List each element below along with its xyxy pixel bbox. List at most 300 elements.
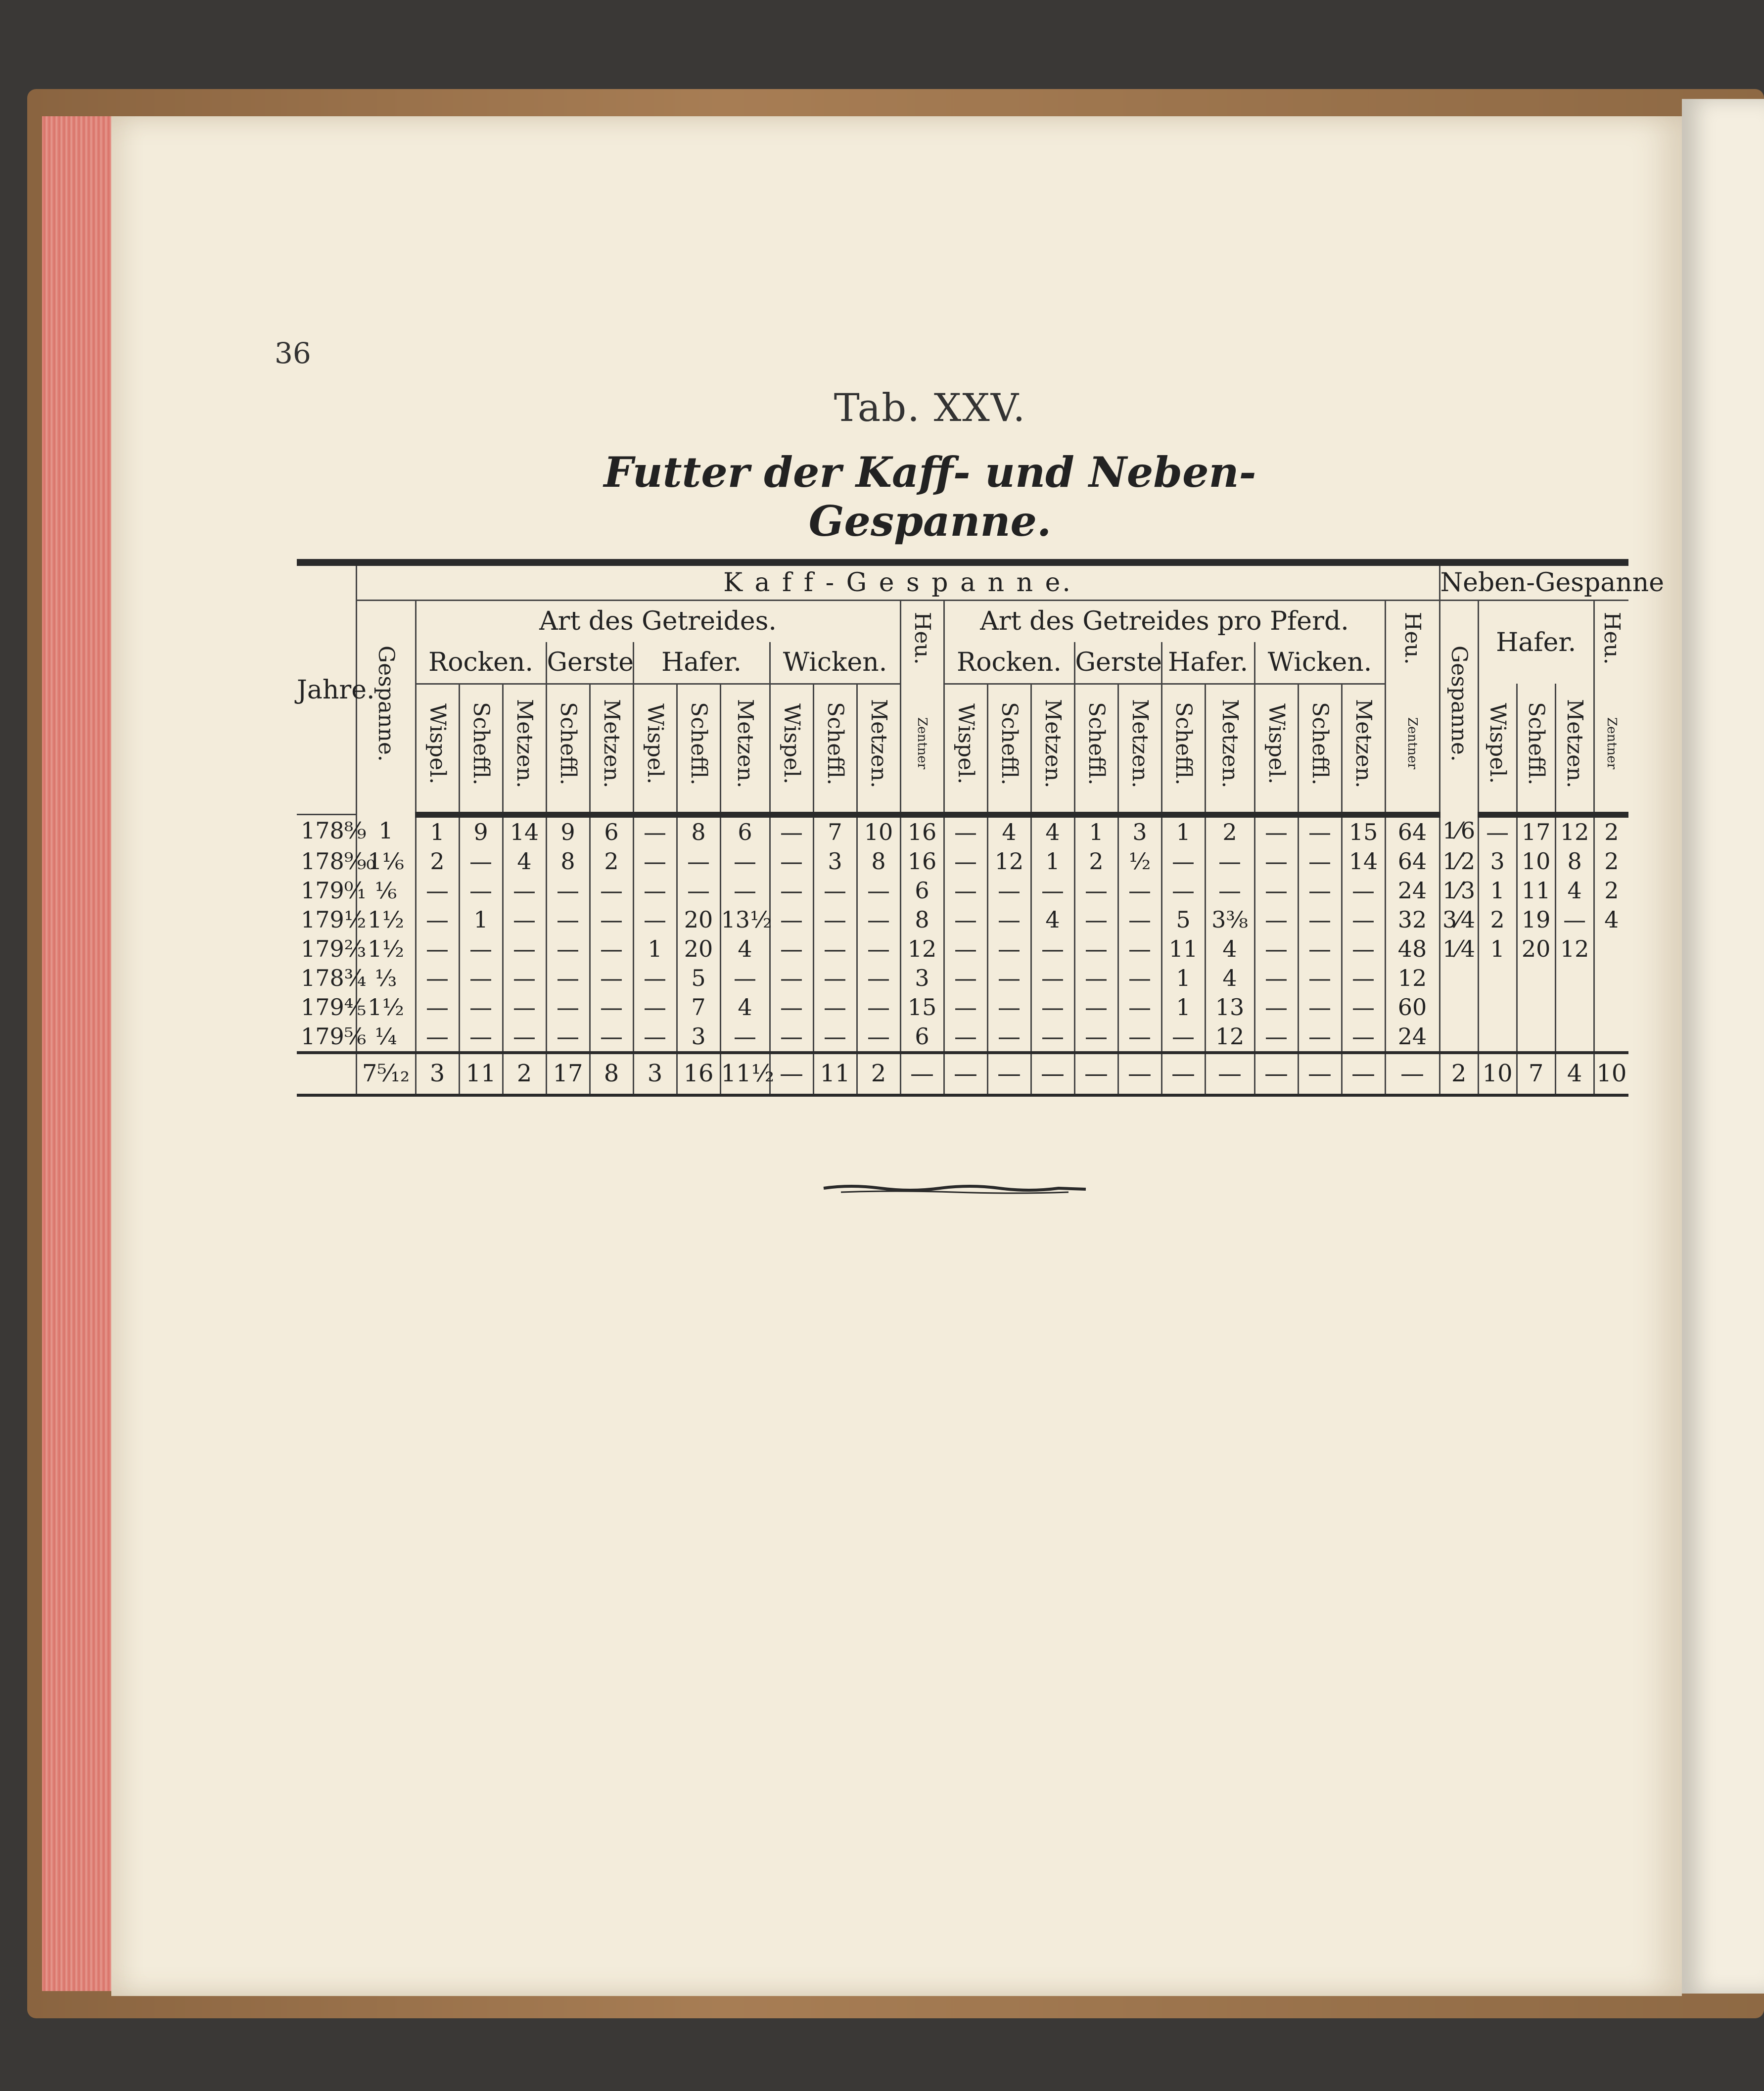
value-cell: 24 [1385,876,1439,905]
sum-cell: — [1074,1053,1118,1095]
value-cell: 8 [677,815,720,847]
value-cell: — [1298,1022,1342,1053]
value-cell: — [944,815,987,847]
value-cell: — [770,815,813,847]
h-scheffl: Scheffl. [546,684,590,815]
h-zentner: Zentner [1594,684,1628,815]
sum-cell: — [1342,1053,1385,1095]
value-cell: — [1254,934,1298,964]
value-cell [1517,964,1555,993]
col-neben-gespanne: Gespanne. [1439,601,1478,815]
value-cell: — [590,905,633,934]
value-cell: 64 [1385,847,1439,876]
year-cell: 179⁵⁄₆ [301,1022,367,1050]
value-cell: — [677,847,720,876]
value-cell: — [1074,876,1118,905]
table-body [297,815,1628,1095]
value-cell: — [590,876,633,905]
h-metzen: Metzen. [857,684,900,815]
value-cell: — [416,905,459,934]
value-cell: — [1031,876,1074,905]
sum-cell: — [1118,1053,1161,1095]
value-cell: — [1031,1022,1074,1053]
value-cell: 7 [813,815,857,847]
value-cell: 14 [503,815,546,847]
value-cell: 60 [1385,993,1439,1022]
value-cell: — [546,876,590,905]
value-cell: — [633,905,677,934]
h-scheffl: Scheffl. [1298,684,1342,815]
value-cell: — [857,1022,900,1053]
value-cell: — [633,1022,677,1053]
value-cell: — [503,876,546,905]
value-cell: 2 [1478,905,1517,934]
value-cell: — [1254,1022,1298,1053]
value-cell: — [416,1022,459,1053]
sum-cell: 2 [503,1053,546,1095]
value-cell: 2 [1594,876,1628,905]
value-cell: — [1118,934,1161,964]
sum-cell: 11 [813,1053,857,1095]
h-metzen: Metzen. [1205,684,1254,815]
value-cell: — [416,964,459,993]
sum-cell: 17 [546,1053,590,1095]
value-cell: 3 [1478,847,1517,876]
value-cell: 6 [720,815,770,847]
col-gespanne: Gespanne. [356,601,416,815]
value-cell: 15 [900,993,944,1022]
sum-cell: — [987,1053,1031,1095]
value-cell: — [1161,876,1205,905]
value-cell: — [1205,847,1254,876]
value-cell: 4 [503,847,546,876]
value-cell: 1 [1161,815,1205,847]
h-scheffl: Scheffl. [459,684,503,815]
value-cell: — [1205,876,1254,905]
value-cell: — [813,1022,857,1053]
value-cell: — [1342,934,1385,964]
sum-cell [297,1053,356,1095]
value-cell: — [677,876,720,905]
value-cell: 16 [900,847,944,876]
page-number: 36 [275,336,311,370]
value-cell: — [1342,964,1385,993]
value-cell: — [1074,1022,1118,1053]
value-cell: 4 [1031,815,1074,847]
value-cell: 2 [1205,815,1254,847]
value-cell: — [459,993,503,1022]
value-cell [1478,1022,1517,1053]
value-cell: — [1254,964,1298,993]
value-cell: — [1074,964,1118,993]
value-cell: — [1298,815,1342,847]
year-cell: 178⁹⁄₉₀ [301,847,375,875]
value-cell: — [590,934,633,964]
value-cell: 4 [1205,964,1254,993]
value-cell: 3 [900,964,944,993]
value-cell: — [1555,905,1594,934]
value-cell: 1⅙ [356,847,416,876]
sum-cell: — [1205,1053,1254,1095]
sum-cell: 2 [857,1053,900,1095]
sum-cell: — [944,1053,987,1095]
facing-page [1682,99,1764,1994]
table-row [297,934,1628,964]
h-scheffl: Scheffl. [677,684,720,815]
sum-cell: — [1031,1053,1074,1095]
year-cell: 179²⁄₃ [301,935,367,962]
sum-cell: 7⁵⁄₁₂ [356,1053,416,1095]
sum-cell: — [1161,1053,1205,1095]
value-cell: — [1342,1022,1385,1053]
value-cell: 12 [987,847,1031,876]
hafer-pferd-group: Hafer. [1161,642,1254,684]
value-cell: 13 [1205,993,1254,1022]
value-cell: — [857,876,900,905]
h-metzen: Metzen. [1555,684,1594,815]
value-cell: — [857,993,900,1022]
value-cell: 14 [1342,847,1385,876]
value-cell: 1 [1478,934,1517,964]
value-cell: — [770,934,813,964]
value-cell: 9 [459,815,503,847]
value-cell: 48 [1385,934,1439,964]
value-cell: — [944,847,987,876]
value-cell: ½ [1118,847,1161,876]
sum-cell: 4 [1555,1053,1594,1095]
table-row [297,964,1628,993]
value-cell: — [633,847,677,876]
value-cell: — [813,964,857,993]
sum-cell: 8 [590,1053,633,1095]
h-metzen: Metzen. [1118,684,1161,815]
value-cell: 3 [677,1022,720,1053]
value-cell: — [944,993,987,1022]
col-neben-heu: Heu. [1594,601,1628,684]
value-cell [1478,964,1517,993]
wicken-group: Wicken. [770,642,900,684]
value-cell: 8 [900,905,944,934]
value-cell [1594,1022,1628,1053]
value-cell: 1⁄6 [1439,815,1478,847]
value-cell: — [590,964,633,993]
value-cell: 9 [546,815,590,847]
value-cell: — [1031,993,1074,1022]
wicken-pferd-group: Wicken. [1254,642,1385,684]
col-heu-pferd: Heu. [1385,601,1439,684]
value-cell: — [1478,815,1517,847]
value-cell: — [503,934,546,964]
h-metzen: Metzen. [720,684,770,815]
value-cell: — [1254,815,1298,847]
table-row [297,815,1628,847]
feed-table [297,559,1665,1097]
value-cell: — [633,993,677,1022]
value-cell: 8 [546,847,590,876]
value-cell [1594,993,1628,1022]
value-cell: — [1074,934,1118,964]
value-cell: — [720,1022,770,1053]
value-cell: 2 [590,847,633,876]
value-cell: — [590,1022,633,1053]
value-cell: 64 [1385,815,1439,847]
value-cell: 4 [987,815,1031,847]
value-cell: 16 [900,815,944,847]
value-cell: 6 [900,1022,944,1053]
value-cell: — [459,964,503,993]
value-cell: — [1298,847,1342,876]
page-edges [42,116,116,1991]
value-cell: 12 [900,934,944,964]
value-cell: — [1254,993,1298,1022]
value-cell: — [503,964,546,993]
value-cell: — [987,934,1031,964]
value-cell: — [770,964,813,993]
value-cell: — [1118,905,1161,934]
value-cell: — [546,905,590,934]
sum-cell: 11½ [720,1053,770,1095]
value-cell: — [987,993,1031,1022]
value-cell: 5 [1161,905,1205,934]
value-cell: — [1161,847,1205,876]
value-cell: 12 [1205,1022,1254,1053]
h-wispel: Wispel. [1478,684,1517,815]
value-cell: — [813,934,857,964]
h-metzen: Metzen. [503,684,546,815]
sum-cell: 11 [459,1053,503,1095]
value-cell: — [1161,1022,1205,1053]
value-cell: — [546,1022,590,1053]
h-scheffl: Scheffl. [1074,684,1118,815]
table-title: Futter der Kaff- und Neben-Gespanne. [603,448,1256,546]
value-cell [1478,993,1517,1022]
value-cell: — [857,964,900,993]
value-cell: — [1074,905,1118,934]
sum-cell: — [1298,1053,1342,1095]
value-cell [1555,1022,1594,1053]
value-cell: 2 [1594,847,1628,876]
sum-cell: — [1385,1053,1439,1095]
value-cell: 13½ [720,905,770,934]
value-cell: — [770,905,813,934]
value-cell: — [770,847,813,876]
value-cell: 1 [633,934,677,964]
table-label: Tab. XXV. [834,386,1026,430]
h-wispel: Wispel. [944,684,987,815]
value-cell: 17 [1517,815,1555,847]
value-cell: — [1298,905,1342,934]
value-cell: 4 [720,993,770,1022]
value-cell: 12 [1385,964,1439,993]
value-cell [1439,1022,1478,1053]
value-cell: — [1342,905,1385,934]
value-cell: 1 [416,815,459,847]
art-des-getreides-pro-pferd: Art des Getreides pro Pferd. [944,601,1385,642]
value-cell: — [944,964,987,993]
value-cell: 1 [1478,876,1517,905]
value-cell: 6 [900,876,944,905]
value-cell: ⅓ [356,964,416,993]
value-cell [1517,993,1555,1022]
value-cell: 1½ [356,934,416,964]
value-cell: — [1254,905,1298,934]
year-cell: 178³⁄₄ [301,964,367,991]
value-cell: 1⁄2 [1439,847,1478,876]
value-cell: — [459,876,503,905]
value-cell: — [857,905,900,934]
value-cell [1439,964,1478,993]
value-cell: — [1118,1022,1161,1053]
value-cell: — [1342,876,1385,905]
value-cell: — [546,993,590,1022]
value-cell: — [633,876,677,905]
value-cell: — [503,993,546,1022]
table-row [297,847,1628,876]
value-cell: 12 [1555,815,1594,847]
value-cell: 32 [1385,905,1439,934]
value-cell: — [813,993,857,1022]
value-cell: 1½ [356,905,416,934]
value-cell: — [987,964,1031,993]
value-cell: 20 [677,905,720,934]
value-cell: — [633,964,677,993]
value-cell: — [459,1022,503,1053]
value-cell: 1 [356,815,416,847]
rocken-pferd-group: Rocken. [944,642,1074,684]
sum-cell: 2 [1439,1053,1478,1095]
value-cell: 11 [1517,876,1555,905]
year-cell: 179¹⁄₂ [301,906,367,933]
value-cell: 1½ [356,993,416,1022]
value-cell: — [416,876,459,905]
art-des-getreides: Art des Getreides. [416,601,900,642]
h-wispel: Wispel. [1254,684,1298,815]
value-cell: 3 [1118,815,1161,847]
value-cell: 8 [1555,847,1594,876]
value-cell: 1⁄3 [1439,876,1478,905]
value-cell: — [813,905,857,934]
value-cell: — [546,934,590,964]
value-cell: 10 [857,815,900,847]
value-cell: 4 [720,934,770,964]
value-cell: — [1298,993,1342,1022]
value-cell: 7 [677,993,720,1022]
value-cell: — [1298,876,1342,905]
sum-cell: — [770,1053,813,1095]
value-cell: — [633,815,677,847]
value-cell: — [720,876,770,905]
h-scheffl: Scheffl. [1161,684,1205,815]
sum-cell: 10 [1478,1053,1517,1095]
h-wispel: Wispel. [633,684,677,815]
sum-row [297,1053,1628,1095]
h-metzen: Metzen. [1342,684,1385,815]
value-cell: 2 [416,847,459,876]
value-cell [1555,993,1594,1022]
value-cell: — [546,964,590,993]
value-cell: — [459,934,503,964]
value-cell: — [1342,993,1385,1022]
value-cell: 24 [1385,1022,1439,1053]
value-cell: — [459,847,503,876]
table-row [297,993,1628,1022]
value-cell: 19 [1517,905,1555,934]
value-cell: 8 [857,847,900,876]
h-metzen: Metzen. [1031,684,1074,815]
gerste-pferd-group: Gerste [1074,642,1161,684]
value-cell: 4 [1594,905,1628,934]
value-cell: — [770,1022,813,1053]
value-cell: — [944,934,987,964]
value-cell: — [857,934,900,964]
table-row [297,876,1628,905]
h-scheffl: Scheffl. [813,684,857,815]
value-cell: — [1118,964,1161,993]
neben-gespanne-group: Neben-Gespanne [1439,562,1628,601]
h-zentner: Zentner [900,684,944,815]
value-cell: 3⁄4 [1439,905,1478,934]
value-cell [1555,964,1594,993]
value-cell: 5 [677,964,720,993]
sum-cell: 7 [1517,1053,1555,1095]
sum-cell: — [900,1053,944,1095]
rocken-group: Rocken. [416,642,546,684]
sum-cell: — [1254,1053,1298,1095]
value-cell: 1 [459,905,503,934]
value-cell: 3 [813,847,857,876]
value-cell: 6 [590,815,633,847]
value-cell: 1 [1161,964,1205,993]
value-cell: — [813,876,857,905]
kaff-gespanne-group: K a f f - G e s p a n n e. [356,562,1439,601]
value-cell: 3⅜ [1205,905,1254,934]
divider-ornament [821,1182,1088,1197]
col-year: Jahre. [297,562,356,815]
sum-cell: 10 [1594,1053,1628,1095]
value-cell: — [944,876,987,905]
value-cell: 1 [1161,993,1205,1022]
value-cell: 15 [1342,815,1385,847]
value-cell: — [944,905,987,934]
value-cell: 1⁄4 [1439,934,1478,964]
value-cell: 1 [1074,815,1118,847]
value-cell [1594,934,1628,964]
value-cell: — [1254,847,1298,876]
value-cell: — [944,1022,987,1053]
h-metzen: Metzen. [590,684,633,815]
year-cell: 179⁰⁄₁ [301,877,367,904]
value-cell: — [987,1022,1031,1053]
sum-cell: 16 [677,1053,720,1095]
value-cell [1439,993,1478,1022]
value-cell: — [770,876,813,905]
value-cell: ⅙ [356,876,416,905]
neben-hafer: Hafer. [1478,601,1594,684]
value-cell: — [1118,876,1161,905]
gerste-group: Gerste [546,642,633,684]
sum-cell: 3 [416,1053,459,1095]
value-cell: — [720,964,770,993]
value-cell [1517,1022,1555,1053]
value-cell: ¼ [356,1022,416,1053]
value-cell: — [770,993,813,1022]
value-cell: 4 [1031,905,1074,934]
value-cell: — [503,1022,546,1053]
value-cell: 2 [1594,815,1628,847]
value-cell: — [416,934,459,964]
value-cell: — [1298,964,1342,993]
table-row [297,1022,1628,1053]
